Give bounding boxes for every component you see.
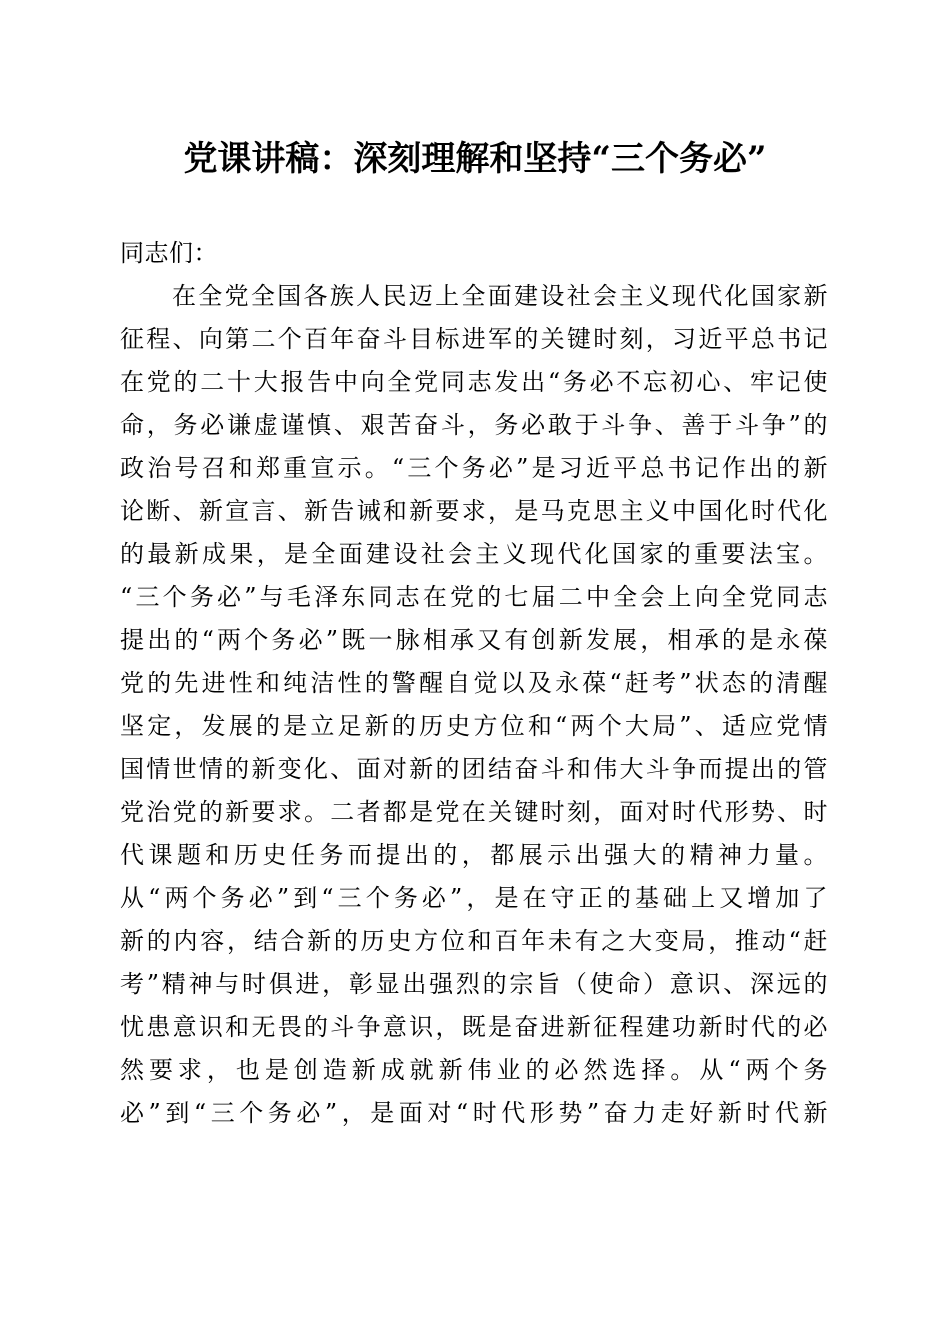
paragraph-line: 政治号召和郑重宣示。“三个务必”是习近平总书记作出的新 [120,454,828,482]
paragraph-line: 命，务必谦虚谨慎、艰苦奋斗，务必敢于斗争、善于斗争”的 [120,411,828,439]
paragraph-line: 坚定，发展的是立足新的历史方位和“两个大局”、适应党情 [120,712,828,740]
paragraph-line: 新的内容，结合新的历史方位和百年未有之大变局，推动“赶 [120,927,828,955]
paragraph-line: 党的先进性和纯洁性的警醒自觉以及永葆“赶考”状态的清醒 [120,669,828,697]
paragraph-line: 在党的二十大报告中向全党同志发出“务必不忘初心、牢记使 [120,368,828,396]
paragraph-line: 考”精神与时俱进，彰显出强烈的宗旨（使命）意识、深远的 [120,970,828,998]
document-title: 党课讲稿：深刻理解和坚持“三个务必” [183,139,767,179]
paragraph-line: “三个务必”与毛泽东同志在党的七届二中全会上向全党同志 [120,583,828,611]
paragraph-line: 党治党的新要求。二者都是党在关键时刻，面对时代形势、时 [120,798,828,826]
paragraph-line: 从“两个务必”到“三个务必”，是在守正的基础上又增加了 [120,884,828,912]
paragraph-line: 征程、向第二个百年奋斗目标进军的关键时刻，习近平总书记 [120,325,828,353]
document-body [120,232,828,1135]
paragraph-line: 论断、新宣言、新告诫和新要求，是马克思主义中国化时代化 [120,497,828,525]
paragraph-line: 然要求，也是创造新成就新伟业的必然选择。从“两个务 [120,1056,828,1084]
paragraph-line: 代课题和历史任务而提出的，都展示出强大的精神力量。 [120,841,828,869]
paragraph-line: 忧患意识和无畏的斗争意识，既是奋进新征程建功新时代的必 [120,1013,828,1041]
paragraph-line: 国情世情的新变化、面对新的团结奋斗和伟大斗争而提出的管 [120,755,828,783]
paragraph-line: 的最新成果，是全面建设社会主义现代化国家的重要法宝。 [120,540,828,568]
paragraph-line: 在全党全国各族人民迈上全面建设社会主义现代化国家新 [172,282,828,310]
paragraph-line: 提出的“两个务必”既一脉相承又有创新发展，相承的是永葆 [120,626,828,654]
salutation: 同志们： [120,239,218,267]
paragraph-line: 必”到“三个务必”，是面对“时代形势”奋力走好新时代新 [120,1099,828,1127]
